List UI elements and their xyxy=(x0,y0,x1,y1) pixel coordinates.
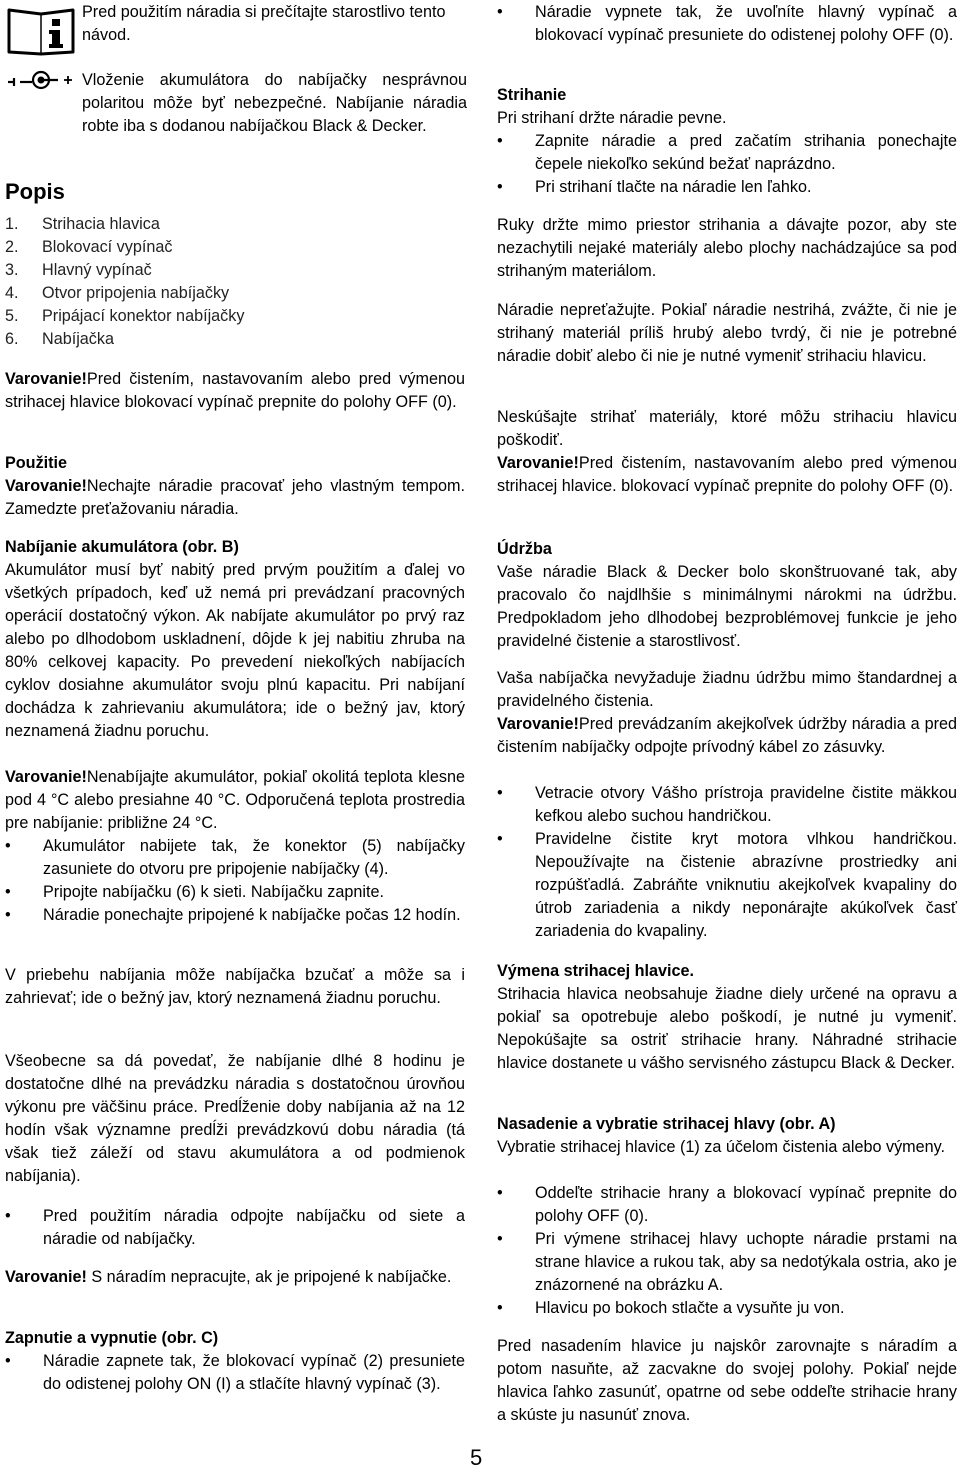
before-mount-note: Pred nasadením hlavice ju najskôr zarovnajte s náradím a potom nasuňte, až zacvakne do svojej polohy. Pokiaľ nejde hlavica ľahko zasunúť, opatrne od sebe oddeľte strihacie hrany a skúste ju nasunúť znova. xyxy=(497,1337,957,1424)
overload-note: Náradie nepreťažujte. Pokiaľ náradie nestrihá, zvážte, či nie je strihaný materiál príliš hrubý alebo tvrdý, či nie je potrebné náradie dobiť alebo či nie je nutné vymeniť strihaciu hlavicu. xyxy=(497,301,957,365)
general-note: Všeobecne sa dá povedať, že nabíjanie dlhé 8 hodinu je dostatočne dlhé na prevádzku náradia s dostatočnou úrovňou výkonu pre väčšinu práce. Predĺženie doby nabíjania až na 12 hodín však významne predĺži prevádzkovú dobu náradia (tá však tiež záleží od stavu akumulátora a od podmienok nabíjania). xyxy=(5,1052,465,1185)
mount-list xyxy=(497,1182,957,1320)
charging-text: Akumulátor musí byť nabitý pred prvým použitím a ďalej vo všetkých prípadoch, keď už nemá pri prevádzaní pracovných operácií dostatočný výkon. Ak nabíjate akumulátor po prvý raz alebo po dlhodobom uskladnení, dôjde k jej nabitiu zhruba na 80% celkovej kapacity. Po prevedení niekoľkých nabíjacích cyklov dosiahne akumulátor svoju plnú kapacitu. Pri nabíjaní dochádza k zahrievaniu akumulátora; ide o bežný jav, ktorý neznamená žiadnu poruchu. xyxy=(5,561,465,740)
hard-material-note: Neskúšajte strihať materiály, ktoré môžu strihaciu hlavicu poškodiť. xyxy=(497,408,957,449)
page-number: 5 xyxy=(470,1445,483,1470)
list-item: • Vetracie otvory Vášho prístroja pravidelne čistite mäkkou kefkou alebo suchou handričkou. xyxy=(497,782,957,828)
cutting-list xyxy=(497,130,957,199)
polarity-icon xyxy=(8,68,74,92)
list-item: • Akumulátor nabijete tak, že konektor (5) nabíjačky zasuniete do otvoru pre pripojenie nabíjačky (4). xyxy=(5,835,465,881)
list-item: • Náradie zapnete tak, že blokovací vypínač (2) presuniete do odistenej polohy ON (I) a stlačíte hlavný vypínač (3). xyxy=(5,1350,465,1396)
during-charge-note: V priebehu nabíjania môže nabíjačka bzučať a môže sa i zahrievať; ide o bežný jav, ktorý neznamená žiadnu poruchu. xyxy=(5,966,465,1007)
replace-text: Strihacia hlavica neobsahuje žiadne diely určené na opravu a pokiaľ sa opotrebuje alebo poškodí, je nutné ju vymeniť. Nepokúšajte sa ostriť strihacie hrany. Náhradné strihacie hlavice dostanete u vášho servisného zástupcu Black & Decker. xyxy=(497,985,957,1072)
cutting-text: Pri strihaní držte náradie pevne. xyxy=(497,109,727,127)
part-item: 4. Otvor pripojenia nabíjačky xyxy=(5,284,230,302)
part-item: 3. Hlavný vypínač xyxy=(5,261,152,279)
list-item: • Zapnite náradie a pred začatím strihania ponechajte čepele niekoľko sekúnd bežať naprázdno. xyxy=(497,130,957,176)
charger-maintenance: Vaša nabíjačka nevyžaduje žiadnu údržbu mimo štandardnej a pravidelného čistenia. xyxy=(497,669,957,710)
warning-replace: Varovanie!Pred čistením, nastavovaním alebo pred výmenou strihacej hlavice. blokovací vypínač prepnite do polohy OFF (0). xyxy=(497,454,957,495)
onoff-list xyxy=(5,1350,465,1396)
mount-heading: Nasadenie a vybratie strihacej hlavy (obr. A) xyxy=(497,1115,836,1133)
manual-note: Pred použitím náradia si prečítajte starostlivo tento návod. xyxy=(82,3,446,44)
list-item: • Pri strihaní tlačte na náradie len ľahko. xyxy=(497,176,957,199)
warning-cleaning: Varovanie!Pred čistením, nastavovaním alebo pred výmenou strihacej hlavice blokovací vypínač prepnite do polohy OFF (0). xyxy=(5,370,465,411)
read-manual-icon xyxy=(5,4,77,56)
maintenance-text: Vaše náradie Black & Decker bolo skonštruované tak, aby pracovalo čo najdlhšie s minimálnymi nárokmi na údržbu. Predpokladom jeho dlhodobej bezproblémovej funkcie je jeho pravidelné čistenie a starostlivosť. xyxy=(497,563,957,650)
list-item: • Pravidelne čistite kryt motora vlhkou handričkou. Nepoužívajte na čistenie abrazívne prostriedky ani rozpúšťadlá. Zabráňte vniknutiu akejkoľvek kvapaliny do útrob zariadenia a nikdy neponárajte akúkoľvek časť zariadenia do kvapaliny. xyxy=(497,828,957,943)
replace-heading: Výmena strihacej hlavice. xyxy=(497,962,695,980)
usage-heading: Použitie xyxy=(5,454,68,472)
off-list xyxy=(497,1,957,47)
part-item: 6. Nabíjačka xyxy=(5,330,114,348)
list-item: • Pri výmene strihacej hlavy uchopte náradie prstami na strane hlavice a rukou tak, aby sa nedotýkala ostria, ako je znázornené na obrázku A. xyxy=(497,1228,957,1297)
warning-tempo: Varovanie!Nechajte náradie pracovať jeho vlastným tempom. Zamedzte preťažovaniu náradia. xyxy=(5,477,465,518)
disconnect-list xyxy=(5,1205,465,1251)
list-item: • Náradie vypnete tak, že uvoľníte hlavný vypínač a blokovací vypínač presuniete do odistenej polohy OFF (0). xyxy=(497,1,957,47)
parts-list xyxy=(5,213,465,351)
list-item: • Oddeľte strihacie hrany a blokovací vypínač prepnite do polohy OFF (0). xyxy=(497,1182,957,1228)
charging-heading: Nabíjanie akumulátora (obr. B) xyxy=(5,538,239,556)
maintenance-heading: Údržba xyxy=(497,540,552,558)
list-item: • Pripojte nabíjačku (6) k sieti. Nabíjačku zapnite. xyxy=(5,881,465,904)
mount-text: Vybratie strihacej hlavice (1) za účelom čistenia alebo výmeny. xyxy=(497,1138,946,1156)
hands-note: Ruky držte mimo priestor strihania a dávajte pozor, aby ste nezachytili nejaké materiály alebo plochy nachádzajúce sa pod strihaným materiálom. xyxy=(497,216,957,280)
list-item: • Pred použitím náradia odpojte nabíjačku od siete a náradie od nabíjačky. xyxy=(5,1205,465,1251)
cutting-heading: Strihanie xyxy=(497,86,567,104)
part-item: 2. Blokovací vypínač xyxy=(5,238,173,256)
part-item: 5. Pripájací konektor nabíjačky xyxy=(5,307,245,325)
warning-maintenance: Varovanie!Pred prevádzaním akejkoľvek údržby náradia a pred čistením nabíjačky odpojte prívodný kábel zo zásuvky. xyxy=(497,715,957,756)
maintenance-list xyxy=(497,782,957,943)
polarity-note: Vloženie akumulátora do nabíjačky nesprávnou polaritou môže byť nebezpečné. Nabíjanie náradia robte iba s dodanou nabíjačkou Black & Decker. xyxy=(82,71,467,135)
popis-heading: Popis xyxy=(5,179,65,204)
warning-connected: Varovanie! S náradím nepracujte, ak je pripojené k nabíjačke. xyxy=(5,1268,452,1286)
part-item: 1. Strihacia hlavica xyxy=(5,215,160,233)
warning-temperature: Varovanie!Nenabíjajte akumulátor, pokiaľ okolitá teplota klesne pod 4 °C alebo presiahne 40 °C. Odporučená teplota prostredia pre nabíjanie: približne 24 °C. xyxy=(5,768,465,832)
charging-steps xyxy=(5,835,465,927)
onoff-heading: Zapnutie a vypnutie (obr. C) xyxy=(5,1329,219,1347)
list-item: • Náradie ponechajte pripojené k nabíjačke počas 12 hodín. xyxy=(5,904,465,927)
list-item: • Hlavicu po bokoch stlačte a vysuňte ju von. xyxy=(497,1297,957,1320)
